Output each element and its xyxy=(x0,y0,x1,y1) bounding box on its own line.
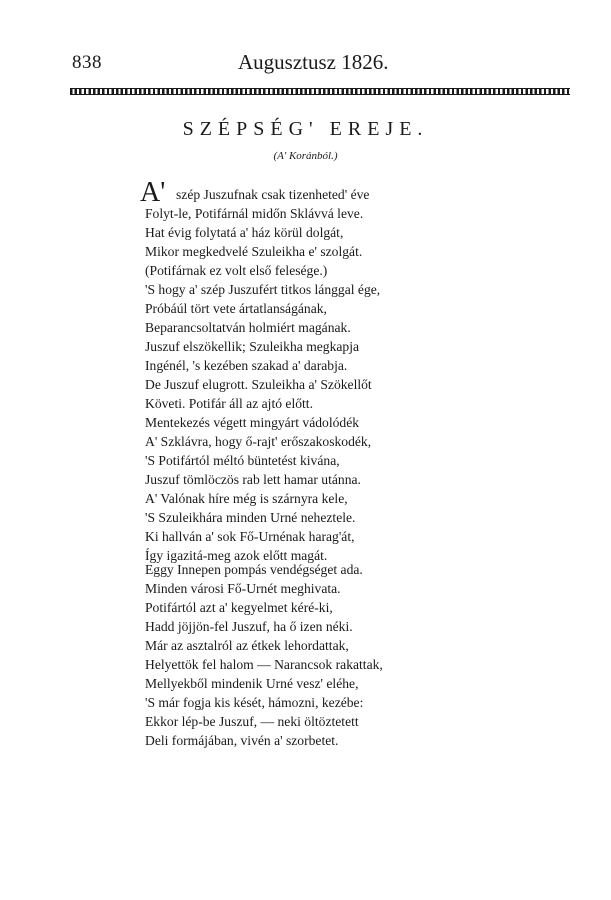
poem-line: 'S már fogja kis kését, hámozni, kezébe: xyxy=(145,695,364,710)
poem-line: De Juszuf elugrott. Szuleikha a' Szökellőt xyxy=(145,377,372,392)
poem-line: Juszuf elszökellik; Szuleikha megkapja xyxy=(145,339,360,354)
poem-subtitle: (A' Koránból.) xyxy=(273,150,338,162)
poem-line: A' Szklávra, hogy ő-rajt' erőszakoskodék, xyxy=(145,434,372,449)
poem-line: Ekkor lép-be Juszuf, — neki öltöztetett xyxy=(145,714,359,729)
poem-line: Így igazitá-meg azok előtt magát. xyxy=(145,548,328,563)
poem-line: 'S Potifártól méltó büntetést kivána, xyxy=(145,453,340,468)
poem-line: 'S Szuleikhára minden Urné neheztele. xyxy=(145,510,356,525)
poem-line: Mentekezés végett mingyárt vádolódék xyxy=(145,415,360,430)
poem-line: Próbáúl tört vete ártatlanságának, xyxy=(145,301,327,316)
poem-line: Mellyekből mindenik Urné vesz' eléhe, xyxy=(145,676,359,691)
poem-line: Eggy Innepen pompás vendégséget ada. xyxy=(145,562,363,577)
poem-line: 'S hogy a' szép Juszufért titkos lánggal ége, xyxy=(145,282,381,297)
poem-line: Hadd jöjjön-fel Juszuf, ha ő izen néki. xyxy=(145,619,353,634)
page-header xyxy=(0,46,611,76)
poem-line: Deli formájában, vivén a' szorbetet. xyxy=(145,733,339,748)
poem-line: Helyettök fel halom — Narancsok rakattak, xyxy=(145,657,383,672)
poem-line: Minden városi Fő-Urnét meghivata. xyxy=(145,581,341,596)
poem-line: A' Valónak híre még is szárnyra kele, xyxy=(145,491,348,506)
poem-line: Már az asztalról az étkek lehordattak, xyxy=(145,638,349,653)
poem-line: Hat évig folytatá a' ház körül dolgát, xyxy=(145,225,344,240)
poem-line: Követi. Potifár áll az ajtó előtt. xyxy=(145,396,313,411)
poem-line: Ingénél, 's kezében szakad a' darabja. xyxy=(145,358,348,373)
page-number: 838 xyxy=(72,52,102,73)
poem-line: szép Juszufnak csak tizenheted' éve xyxy=(176,187,370,202)
poem-line: Potifártól azt a' kegyelmet kéré-ki, xyxy=(145,600,333,615)
poem-line: Mikor megkedvelé Szuleikha e' szolgát. xyxy=(145,244,363,259)
drop-cap: A' xyxy=(140,177,166,208)
poem-title: SZÉPSÉG' EREJE. xyxy=(182,118,429,140)
poem-line: (Potifárnak ez volt első felesége.) xyxy=(145,263,328,278)
poem-line: Folyt-le, Potifárnál midőn Sklávvá leve. xyxy=(145,206,364,221)
poem-line: Beparancsoltatván holmiért magának. xyxy=(145,320,351,335)
poem-line: Juszuf tömlöczös rab lett hamar utánna. xyxy=(145,472,361,487)
ornamental-rule xyxy=(70,88,570,95)
poem-line: Ki hallván a' sok Fő-Urnénak harag'át, xyxy=(145,529,355,544)
running-head: Augusztusz 1826. xyxy=(238,50,389,74)
